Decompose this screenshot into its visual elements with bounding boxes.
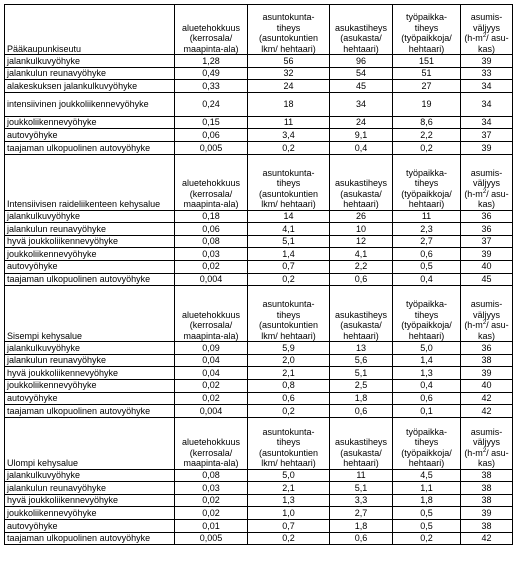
value-cell-c5: 39 [461, 248, 513, 261]
value-cell-c2: 0,2 [248, 405, 330, 418]
value-cell-c2: 0,2 [248, 532, 330, 545]
value-cell-c3: 1,8 [330, 392, 393, 405]
value-cell-c1: 0,15 [175, 116, 248, 129]
value-cell-c4: 0,2 [393, 141, 461, 154]
value-cell-c3: 0,6 [330, 532, 393, 545]
value-cell-c5: 38 [461, 494, 513, 507]
value-cell-c1: 0,49 [175, 67, 248, 80]
column-header-c3: asukastiheys (asukasta/ hehtaari) [330, 154, 393, 210]
value-cell-c4: 0,1 [393, 405, 461, 418]
value-cell-c2: 0,7 [248, 520, 330, 533]
table-row [5, 235, 513, 248]
value-cell-c4: 0,5 [393, 260, 461, 273]
value-cell-c1: 0,24 [175, 92, 248, 116]
value-cell-c5: 39 [461, 141, 513, 154]
value-cell-c2: 18 [248, 92, 330, 116]
table-row [5, 273, 513, 286]
value-cell-c4: 27 [393, 80, 461, 93]
value-cell-c2: 5,1 [248, 235, 330, 248]
table-row [5, 469, 513, 482]
column-header-c1: aluetehokkuus (kerrosala/ maapinta-ala) [175, 154, 248, 210]
value-cell-c1: 0,06 [175, 223, 248, 236]
table-row [5, 342, 513, 355]
value-cell-c4: 0,4 [393, 273, 461, 286]
value-cell-c2: 2,1 [248, 482, 330, 495]
table-row [5, 67, 513, 80]
table-row [5, 248, 513, 261]
value-cell-c1: 0,08 [175, 235, 248, 248]
value-cell-c1: 0,01 [175, 520, 248, 533]
table-row [5, 223, 513, 236]
value-cell-c3: 3,3 [330, 494, 393, 507]
table-row [5, 55, 513, 68]
zone-label: taajaman ulkopuolinen autovyöhyke [5, 532, 175, 545]
value-cell-c3: 0,6 [330, 273, 393, 286]
table-row [5, 405, 513, 418]
column-header-c1: aluetehokkuus (kerrosala/ maapinta-ala) [175, 5, 248, 55]
value-cell-c3: 2,5 [330, 379, 393, 392]
value-cell-c2: 1,0 [248, 507, 330, 520]
column-header-c3: asukastiheys (asukasta/ hehtaari) [330, 286, 393, 342]
value-cell-c5: 36 [461, 210, 513, 223]
value-cell-c2: 0,2 [248, 273, 330, 286]
value-cell-c3: 45 [330, 80, 393, 93]
zone-label: joukkoliikennevyöhyke [5, 379, 175, 392]
section-header-row [5, 286, 513, 342]
zone-label: hyvä joukkoliikennevyöhyke [5, 494, 175, 507]
value-cell-c1: 0,02 [175, 507, 248, 520]
zone-label: autovyöhyke [5, 520, 175, 533]
value-cell-c5: 36 [461, 223, 513, 236]
value-cell-c1: 0,005 [175, 532, 248, 545]
column-header-c4: työpaikka- tiheys (työpaikkoja/ hehtaari) [393, 286, 461, 342]
value-cell-c1: 0,02 [175, 494, 248, 507]
section-header-row [5, 417, 513, 469]
value-cell-c5: 38 [461, 520, 513, 533]
column-header-c4: työpaikka- tiheys (työpaikkoja/ hehtaari) [393, 5, 461, 55]
section-title: Pääkaupunkiseutu [5, 5, 175, 55]
value-cell-c4: 19 [393, 92, 461, 116]
table-row [5, 520, 513, 533]
value-cell-c3: 96 [330, 55, 393, 68]
column-header-c5: asumis- väljyys ($h-m^2/$ asu- kas) [461, 154, 513, 210]
value-cell-c1: 0,04 [175, 354, 248, 367]
zone-label: taajaman ulkopuolinen autovyöhyke [5, 405, 175, 418]
value-cell-c5: 39 [461, 55, 513, 68]
zone-label: alakeskuksen jalankulkuvyöhyke [5, 80, 175, 93]
value-cell-c3: 34 [330, 92, 393, 116]
value-cell-c1: 0,02 [175, 379, 248, 392]
zone-label: jalankulun reunavyöhyke [5, 67, 175, 80]
value-cell-c1: 0,004 [175, 273, 248, 286]
table-row [5, 260, 513, 273]
zone-label: jalankulkuvyöhyke [5, 55, 175, 68]
value-cell-c3: 0,4 [330, 141, 393, 154]
table-row [5, 507, 513, 520]
section-title: Intensiivisen raideliikenteen kehysalue [5, 154, 175, 210]
value-cell-c4: 1,4 [393, 354, 461, 367]
value-cell-c4: 0,6 [393, 248, 461, 261]
value-cell-c2: 0,6 [248, 392, 330, 405]
zone-label: hyvä joukkoliikennevyöhyke [5, 235, 175, 248]
value-cell-c3: 12 [330, 235, 393, 248]
value-cell-c4: 51 [393, 67, 461, 80]
table-row [5, 532, 513, 545]
value-cell-c1: 0,02 [175, 260, 248, 273]
value-cell-c5: 34 [461, 92, 513, 116]
column-header-c5: asumis- väljyys ($h-m^2/$ asu- kas) [461, 417, 513, 469]
value-cell-c5: 45 [461, 273, 513, 286]
value-cell-c4: 5,0 [393, 342, 461, 355]
zone-label: jalankulun reunavyöhyke [5, 223, 175, 236]
value-cell-c3: 54 [330, 67, 393, 80]
zone-label: autovyöhyke [5, 392, 175, 405]
value-cell-c3: 2,2 [330, 260, 393, 273]
value-cell-c3: 10 [330, 223, 393, 236]
value-cell-c1: 1,28 [175, 55, 248, 68]
table-row [5, 116, 513, 129]
value-cell-c4: 2,7 [393, 235, 461, 248]
zone-label: intensiivinen joukkoliikennevyöhyke [5, 92, 175, 116]
value-cell-c4: 2,3 [393, 223, 461, 236]
value-cell-c5: 38 [461, 469, 513, 482]
value-cell-c2: 56 [248, 55, 330, 68]
column-header-c3: asukastiheys (asukasta/ hehtaari) [330, 417, 393, 469]
column-header-c2: asuntokunta- tiheys (asuntokuntien lkm/ hehtaari) [248, 417, 330, 469]
value-cell-c5: 39 [461, 367, 513, 380]
column-header-c2: asuntokunta- tiheys (asuntokuntien lkm/ hehtaari) [248, 286, 330, 342]
value-cell-c1: 0,02 [175, 392, 248, 405]
document-page [4, 4, 512, 545]
value-cell-c4: 0,6 [393, 392, 461, 405]
value-cell-c2: 0,7 [248, 260, 330, 273]
value-cell-c1: 0,18 [175, 210, 248, 223]
value-cell-c4: 0,5 [393, 507, 461, 520]
value-cell-c5: 33 [461, 67, 513, 80]
value-cell-c4: 8,6 [393, 116, 461, 129]
table-row [5, 141, 513, 154]
section-title: Sisempi kehysalue [5, 286, 175, 342]
value-cell-c1: 0,03 [175, 482, 248, 495]
zone-label: joukkoliikennevyöhyke [5, 507, 175, 520]
value-cell-c5: 40 [461, 260, 513, 273]
value-cell-c5: 36 [461, 342, 513, 355]
table-row [5, 392, 513, 405]
table-row [5, 80, 513, 93]
value-cell-c2: 3,4 [248, 129, 330, 142]
value-cell-c2: 4,1 [248, 223, 330, 236]
value-cell-c4: 11 [393, 210, 461, 223]
zone-label: jalankulkuvyöhyke [5, 342, 175, 355]
value-cell-c3: 4,1 [330, 248, 393, 261]
value-cell-c3: 9,1 [330, 129, 393, 142]
zone-label: taajaman ulkopuolinen autovyöhyke [5, 273, 175, 286]
value-cell-c1: 0,33 [175, 80, 248, 93]
value-cell-c2: 24 [248, 80, 330, 93]
value-cell-c3: 5,6 [330, 354, 393, 367]
value-cell-c1: 0,06 [175, 129, 248, 142]
value-cell-c3: 11 [330, 469, 393, 482]
value-cell-c4: 151 [393, 55, 461, 68]
value-cell-c4: 0,5 [393, 520, 461, 533]
value-cell-c2: 5,9 [248, 342, 330, 355]
zone-label: taajaman ulkopuolinen autovyöhyke [5, 141, 175, 154]
value-cell-c3: 2,7 [330, 507, 393, 520]
value-cell-c2: 0,8 [248, 379, 330, 392]
value-cell-c3: 1,8 [330, 520, 393, 533]
value-cell-c3: 0,6 [330, 405, 393, 418]
table-row [5, 92, 513, 116]
value-cell-c5: 34 [461, 80, 513, 93]
column-header-c4: työpaikka- tiheys (työpaikkoja/ hehtaari) [393, 154, 461, 210]
value-cell-c3: 5,1 [330, 482, 393, 495]
value-cell-c1: 0,004 [175, 405, 248, 418]
value-cell-c3: 24 [330, 116, 393, 129]
column-header-c1: aluetehokkuus (kerrosala/ maapinta-ala) [175, 286, 248, 342]
column-header-c5: asumis- väljyys ($h-m^2/$ asu- kas) [461, 5, 513, 55]
value-cell-c2: 5,0 [248, 469, 330, 482]
section-title: Ulompi kehysalue [5, 417, 175, 469]
value-cell-c2: 1,4 [248, 248, 330, 261]
zone-label: jalankulun reunavyöhyke [5, 482, 175, 495]
zone-label: joukkoliikennevyöhyke [5, 248, 175, 261]
value-cell-c5: 38 [461, 482, 513, 495]
zone-label: joukkoliikennevyöhyke [5, 116, 175, 129]
value-cell-c2: 2,0 [248, 354, 330, 367]
table-row [5, 210, 513, 223]
column-header-c5: asumis- väljyys ($h-m^2/$ asu- kas) [461, 286, 513, 342]
zone-label: autovyöhyke [5, 129, 175, 142]
value-cell-c4: 1,3 [393, 367, 461, 380]
value-cell-c5: 40 [461, 379, 513, 392]
column-header-c1: aluetehokkuus (kerrosala/ maapinta-ala) [175, 417, 248, 469]
value-cell-c1: 0,04 [175, 367, 248, 380]
value-cell-c3: 13 [330, 342, 393, 355]
value-cell-c4: 1,8 [393, 494, 461, 507]
value-cell-c5: 39 [461, 507, 513, 520]
value-cell-c1: 0,03 [175, 248, 248, 261]
value-cell-c2: 0,2 [248, 141, 330, 154]
value-cell-c4: 2,2 [393, 129, 461, 142]
value-cell-c5: 37 [461, 129, 513, 142]
value-cell-c2: 11 [248, 116, 330, 129]
value-cell-c4: 1,1 [393, 482, 461, 495]
value-cell-c5: 42 [461, 405, 513, 418]
value-cell-c3: 5,1 [330, 367, 393, 380]
value-cell-c2: 32 [248, 67, 330, 80]
value-cell-c3: 26 [330, 210, 393, 223]
column-header-c4: työpaikka- tiheys (työpaikkoja/ hehtaari) [393, 417, 461, 469]
value-cell-c5: 37 [461, 235, 513, 248]
table-row [5, 354, 513, 367]
density-table [4, 4, 513, 545]
section-header-row [5, 154, 513, 210]
zone-label: jalankulkuvyöhyke [5, 210, 175, 223]
value-cell-c1: 0,08 [175, 469, 248, 482]
column-header-c3: asukastiheys (asukasta/ hehtaari) [330, 5, 393, 55]
zone-label: hyvä joukkoliikennevyöhyke [5, 367, 175, 380]
value-cell-c5: 42 [461, 532, 513, 545]
table-row [5, 379, 513, 392]
value-cell-c5: 42 [461, 392, 513, 405]
table-row [5, 367, 513, 380]
value-cell-c5: 38 [461, 354, 513, 367]
zone-label: autovyöhyke [5, 260, 175, 273]
value-cell-c2: 1,3 [248, 494, 330, 507]
table-row [5, 129, 513, 142]
value-cell-c4: 0,4 [393, 379, 461, 392]
value-cell-c2: 2,1 [248, 367, 330, 380]
value-cell-c2: 14 [248, 210, 330, 223]
zone-label: jalankulun reunavyöhyke [5, 354, 175, 367]
value-cell-c4: 0,2 [393, 532, 461, 545]
column-header-c2: asuntokunta- tiheys (asuntokuntien lkm/ hehtaari) [248, 154, 330, 210]
table-row [5, 494, 513, 507]
value-cell-c1: 0,09 [175, 342, 248, 355]
value-cell-c1: 0,005 [175, 141, 248, 154]
column-header-c2: asuntokunta- tiheys (asuntokuntien lkm/ hehtaari) [248, 5, 330, 55]
section-header-row [5, 5, 513, 55]
value-cell-c4: 4,5 [393, 469, 461, 482]
value-cell-c5: 34 [461, 116, 513, 129]
table-row [5, 482, 513, 495]
zone-label: jalankulkuvyöhyke [5, 469, 175, 482]
